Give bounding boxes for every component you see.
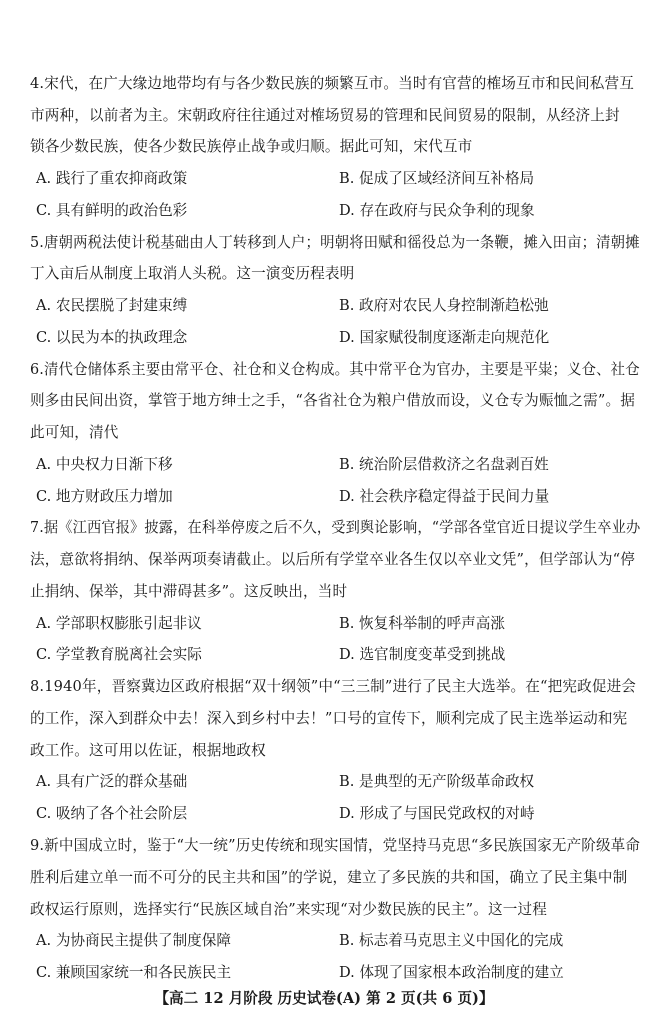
option-c: C. 具有鲜明的政治色彩 — [36, 202, 188, 219]
question-text-line: 政工作。这可用以佐证，根据地政权 — [30, 742, 266, 759]
question-text-line: 的工作，深入到群众中去！深入到乡村中去！”口号的宣传下，顺利完成了民主选举运动和宪 — [30, 710, 628, 727]
question-text-line: 锁各少数民族，使各少数民族停止战争或归顺。据此可知，宋代互市 — [30, 138, 473, 155]
question-text-line: 市两种，以前者为主。宋朝政府往往通过对榷场贸易的管理和民间贸易的限制，从经济上封 — [30, 107, 620, 124]
option-a: A. 中央权力日渐下移 — [36, 456, 173, 473]
option-b: B. 促成了区域经济间互补格局 — [339, 170, 535, 187]
question-text-line: 4.宋代，在广大缘边地带均有与各少数民族的频繁互市。当时有官营的榷场互市和民间私营互 — [30, 75, 634, 92]
option-d: D. 选官制度变革受到挑战 — [339, 646, 506, 663]
option-a: A. 为协商民主提供了制度保障 — [36, 932, 231, 949]
question-text-line: 丁入亩后从制度上取消人头税。这一演变历程表明 — [30, 265, 355, 282]
option-b: B. 是典型的无产阶级革命政权 — [339, 773, 535, 790]
option-b: B. 统治阶层借救济之名盘剥百姓 — [339, 456, 549, 473]
option-d: D. 国家赋役制度逐渐走向规范化 — [339, 329, 550, 346]
option-b: B. 标志着马克思主义中国化的完成 — [339, 932, 564, 949]
page-footer: 【高二 12 月阶段 历史试卷(A) 第 2 页(共 6 页)】 — [154, 990, 494, 1007]
option-d: D. 形成了与国民党政权的对峙 — [339, 805, 535, 822]
option-a: A. 学部职权膨胀引起非议 — [36, 615, 202, 632]
option-c: C. 兼顾国家统一和各民族民主 — [36, 964, 232, 981]
option-a: A. 农民摆脱了封建束缚 — [36, 297, 188, 314]
question-text-line: 9.新中国成立时，鉴于“大一统”历史传统和现实国情，党坚持马克思“多民族国家无产阶级革命 — [30, 837, 641, 854]
question-text-line: 5.唐朝两税法使计税基础由人丁转移到人户；明朝将田赋和徭役总为一条鞭，摊入田亩；清朝摊 — [30, 234, 640, 251]
option-b: B. 恢复科举制的呼声高涨 — [339, 615, 505, 632]
question-text-line: 胜利后建立单一而不可分的民主共和国”的学说，建立了多民族的共和国，确立了民主集中制 — [30, 869, 628, 886]
question-text-line: 则多由民间出资，掌管于地方绅士之手，“各省社仓为粮户借放而设，义仓专为赈恤之需”。据 — [30, 392, 635, 409]
option-a: A. 践行了重农抑商政策 — [36, 170, 188, 187]
option-c: C. 以民为本的执政理念 — [36, 329, 188, 346]
question-text-line: 止捐纳、保举，其中滞碍甚多”。这反映出，当时 — [30, 583, 348, 600]
question-text-line: 8.1940年，晋察冀边区政府根据“双十纲领”中“三三制”进行了民主大选举。在“把宪政促进会 — [30, 678, 637, 695]
question-text-line: 6.清代仓储体系主要由常平仓、社仓和义仓构成。其中常平仓为官办，主要是平粜；义仓、社仓 — [30, 361, 640, 378]
option-c: C. 学堂教育脱离社会实际 — [36, 646, 202, 663]
option-d: D. 社会秩序稳定得益于民间力量 — [339, 488, 550, 505]
question-text-line: 7.据《江西官报》披露，在科举停废之后不久，受到舆论影响，“学部各堂官近日提议学生卒业办 — [30, 519, 641, 536]
question-text-line: 此可知，清代 — [30, 424, 119, 441]
question-text-line: 法，意欲将捐纳、保举两项奏请截止。以后所有学堂卒业各生仅以卒业文凭”，但学部认为“停 — [30, 551, 635, 568]
option-d: D. 体现了国家根本政治制度的建立 — [339, 964, 564, 981]
option-c: C. 地方财政压力增加 — [36, 488, 173, 505]
option-c: C. 吸纳了各个社会阶层 — [36, 805, 188, 822]
option-a: A. 具有广泛的群众基础 — [36, 773, 188, 790]
option-d: D. 存在政府与民众争利的现象 — [339, 202, 535, 219]
question-text-line: 政权运行原则，选择实行“民族区域自治”来实现“对少数民族的民主”。这一过程 — [30, 901, 547, 918]
option-b: B. 政府对农民人身控制渐趋松弛 — [339, 297, 549, 314]
